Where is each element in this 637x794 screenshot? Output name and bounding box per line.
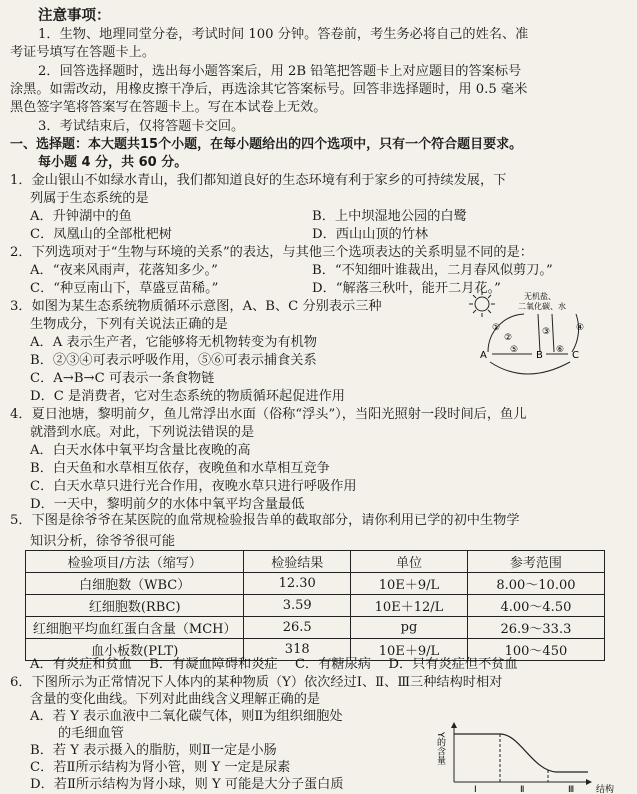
notice-item-2-cont: 涂黑。如需改动，用橡皮擦干净后，再选涂其它答案标号。回答非选择题时，用 0.5 毫米 xyxy=(10,82,528,97)
q6-stem-cont: 含量的变化曲线。下列对此曲线含义理解正确的是 xyxy=(30,692,321,707)
q1-option-b: B．上中坝湿地公园的白鹭 xyxy=(312,209,467,224)
diagram-top-label-2: 二氧化碳、水 xyxy=(518,302,566,311)
q3-stem-cont: 生物成分，下列有关说法正确的是 xyxy=(30,317,228,332)
q2-stem: 2．下列选项对于“生物与环境的关系”的表达，与其他三个选项表达的关系明显不同的是： xyxy=(10,245,533,260)
q5-options: A．有炎症和贫血 B．有凝血障碍和炎症 C．有糖尿病 D．只有炎症但不贫血 xyxy=(30,657,518,672)
q2-option-d: D．“解落三秋叶，能开二月花。” xyxy=(312,281,501,296)
table-cell: 318 xyxy=(244,639,351,661)
q4-stem-cont: 就潜到水底。对此，下列说法错误的是 xyxy=(30,425,255,440)
table-header: 检验项目/方法（缩写） xyxy=(26,551,244,573)
table-cell: 4.00～4.50 xyxy=(467,595,604,617)
table-cell: 血小板数(PLT) xyxy=(26,639,244,661)
q5-stem-cont: 知识分析，徐爷爷很可能 xyxy=(30,534,176,549)
q2-option-b: B．“不知细叶谁裁出，二月春风似剪刀。” xyxy=(312,263,553,278)
diagram-num-6: ⑥ xyxy=(556,345,565,355)
q1-option-c: C．凤凰山的全部枇杷树 xyxy=(30,227,172,242)
q6-option-b: B．若 Y 表示摄入的脂肪，则Ⅱ一定是小肠 xyxy=(30,743,277,758)
q3-option-c: C．A→B→C 可表示一条食物链 xyxy=(30,371,215,386)
notice-item-1-cont: 考证号填写在答题卡上。 xyxy=(10,45,156,60)
q4-option-d: D．一天中，黎明前夕的水体中氧平均含量最低 xyxy=(30,497,305,512)
table-header: 检验结果 xyxy=(244,551,351,573)
q6-option-d-line: D．若Ⅱ所示结构为肾小球，则 Y 可能是大分子蛋白质 xyxy=(30,777,344,792)
q2-option-a: A．“夜来风雨声，花落知多少。” xyxy=(30,263,218,278)
graph-tick-3: Ⅲ xyxy=(568,785,575,794)
q3-option-a: A．A 表示生产者，它能够将无机物转变为有机物 xyxy=(30,335,317,350)
q6-option-a-cont: 的毛细血管 xyxy=(58,726,124,741)
q3-stem: 3．如图为某生态系统物质循环示意图，A、B、C 分别表示三种 xyxy=(10,299,382,314)
diagram-node-a: A xyxy=(480,350,487,361)
diagram-num-3: ③ xyxy=(542,327,551,337)
table-cell: 白细胞数（WBC） xyxy=(26,573,244,595)
q1-option-d: D．西山山顶的竹林 xyxy=(312,227,429,242)
table-cell: 26.5 xyxy=(244,617,351,639)
table-cell: 26.9～33.3 xyxy=(467,617,604,639)
sun-icon xyxy=(469,291,495,317)
graph-xlabel: 结构 xyxy=(596,785,615,794)
diagram-top-label-1: 无机盐、 xyxy=(524,292,556,301)
q1-stem-cont: 列属于生态系统的是 xyxy=(30,191,149,206)
q6-option-c: C．若Ⅱ所示结构为肾小管，则 Y 一定是尿素 xyxy=(30,760,291,775)
notice-item-1: 1．生物、地理同堂分卷，考试时间 100 分钟。答卷前，考生务必将自己的姓名、准 xyxy=(38,27,529,42)
table-cell: 8.00～10.00 xyxy=(467,573,604,595)
q2-option-c: C．“种豆南山下，草盛豆苗稀。” xyxy=(30,281,219,296)
q3-option-d: D．C 是消费者，它对生态系统的物质循环起促进作用 xyxy=(30,389,345,404)
table-cell: 12.30 xyxy=(244,573,351,595)
table-cell: 10E＋9/L xyxy=(351,639,468,661)
notice-title: 注意事项： xyxy=(38,8,111,24)
q3-cycle-diagram xyxy=(466,290,596,390)
section-heading: 一、选择题：本大题共15个小题，在每小题给出的四个选项中，只有一个符合题目要求。 xyxy=(10,137,523,152)
diagram-num-5: ⑤ xyxy=(510,345,519,355)
table-cell: pg xyxy=(351,617,468,639)
table-cell: 红细胞数(RBC) xyxy=(26,595,244,617)
notice-item-2: 2．回答选择题时，选出每小题答案后，用 2B 铅笔把答题卡上对应题目的答案标号 xyxy=(38,64,522,79)
table-row xyxy=(26,573,605,595)
diagram-node-c: C xyxy=(572,350,579,361)
diagram-num-2: ② xyxy=(504,333,513,343)
diagram-num-4: ④ xyxy=(576,323,585,333)
table-row xyxy=(26,595,605,617)
q4-option-c: C．白天水草只进行光合作用，夜晚水草只进行呼吸作用 xyxy=(30,479,357,494)
graph-tick-2: Ⅱ xyxy=(520,785,525,794)
q1-option-a: A．升钟湖中的鱼 xyxy=(30,209,132,224)
q6-stem: 6．下图所示为正常情况下人体内的某种物质（Y）依次经过Ⅰ、Ⅱ、Ⅲ三种结构时相对 xyxy=(10,675,503,690)
notice-item-3: 3．考试结束后，仅将答题卡交回。 xyxy=(38,119,245,134)
q6-option-a: A．若 Y 表示血液中二氧化碳气体，则Ⅱ为组织细胞处 xyxy=(30,709,343,724)
notice-item-2-cont2: 黑色签字笔将答案写在答题卡上。写在本试卷上无效。 xyxy=(10,100,327,115)
table-header-row xyxy=(26,551,605,573)
section-heading-score: 每小题 4 分，共 60 分。 xyxy=(38,155,188,170)
q4-option-b: B．白天鱼和水草相互依存，夜晚鱼和水草相互竞争 xyxy=(30,461,330,476)
q5-stem: 5．下图是徐爷爷在某医院的血常规检验报告单的截取部分，请你利用已学的初中生物学 xyxy=(10,513,520,528)
table-header: 参考范围 xyxy=(467,551,604,573)
table-header: 单位 xyxy=(351,551,468,573)
q3-option-b: B．②③④可表示呼吸作用，⑤⑥可表示捕食关系 xyxy=(30,353,317,368)
q1-stem: 1．金山银山不如绿水青山，我们都知道良好的生态环境有利于家乡的可持续发展，下 xyxy=(10,173,507,188)
table-cell: 10E＋9/L xyxy=(351,573,468,595)
diagram-num-1: ① xyxy=(492,323,501,333)
q4-stem: 4．夏日池塘，黎明前夕，鱼儿常浮出水面（俗称“浮头”），当阳光照射一段时间后，鱼儿 xyxy=(10,407,527,422)
table-row xyxy=(26,617,605,639)
blood-report-table xyxy=(25,550,605,661)
table-cell: 100～450 xyxy=(467,639,604,661)
q6-curve-graph xyxy=(435,720,630,794)
q4-option-a: A．白天水体中氧平均含量比夜晚的高 xyxy=(30,443,251,458)
graph-tick-1: Ⅰ xyxy=(474,785,477,794)
table-cell: 红细胞平均血红蛋白含量（MCH） xyxy=(26,617,244,639)
table-cell: 10E＋12/L xyxy=(351,595,468,617)
diagram-node-b: B xyxy=(536,350,543,361)
table-cell: 3.59 xyxy=(244,595,351,617)
graph-ylabel: Y的含量 xyxy=(435,732,445,765)
